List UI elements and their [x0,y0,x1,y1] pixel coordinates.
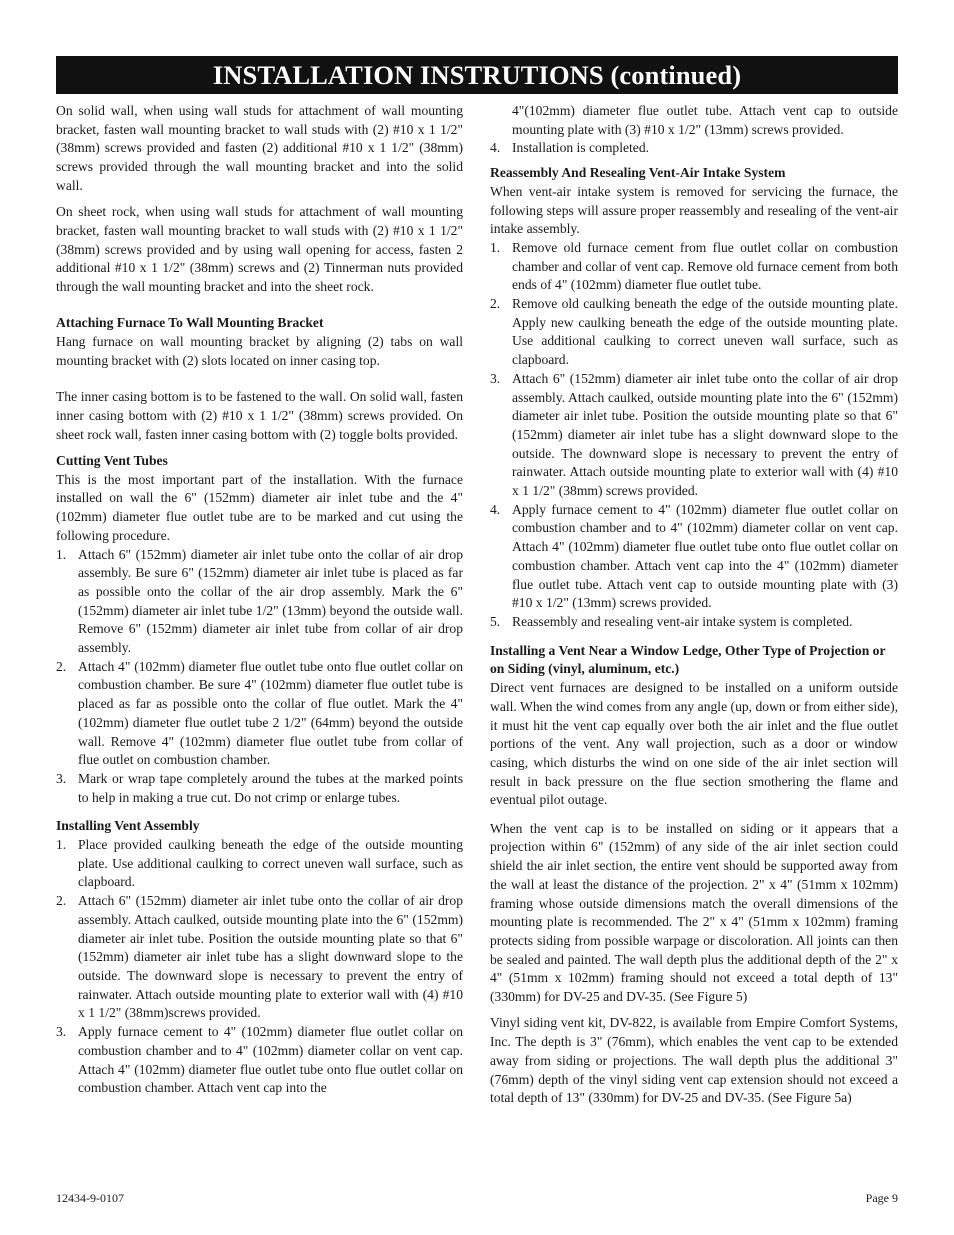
cutting-steps-list [56,546,463,808]
paragraph-reassembly-intro: When vent-air intake system is removed for servicing the furnace, the following steps will assure proper reassembly and resealing of the vent-air intake assembly. [490,183,898,237]
list-item: 1. Attach 6" (152mm) diameter air inlet tube onto the collar of air drop assembly. Be sure 6" (152mm) diameter air inlet tube is placed as far as possible onto the collar of the air drop assembly. Mark the 6" (152mm) diameter air inlet tube 1/2" (13mm) beyond the outside wall. Remove 6" (152mm) diameter air inlet tube from collar of air drop assembly. [56,546,463,656]
list-item: 4. Apply furnace cement to 4" (102mm) diameter flue outlet collar on combustion chamber and to 4" (102mm) diameter collar on vent cap. Attach 4" (102mm) diameter flue outlet tube onto flue outlet collar on combustion chamber. Attach vent cap into the 4" (102mm) diameter flue outlet tube. Attach vent cap to outside mounting plate with (3) #10 x 1/2" (13mm) screws provided. [490,501,898,611]
list-item: 3. Attach 6" (152mm) diameter air inlet tube onto the collar of air drop assembly. Attach caulked, outside mounting plate into the 6" (152mm) diameter air inlet tube. Position the outside mounting plate so that 6" (152mm) diameter air inlet tube has a slight downward slope to the outside. The downward slope is necessary to prevent the entry of rainwater. Attach outside mounting plate to exterior wall with (4) #10 x 1 1/2" (38mm) screws provided. [490,370,898,499]
heading-attaching-furnace: Attaching Furnace To Wall Mounting Bracket [56,315,324,331]
list-item: 2. Attach 4" (102mm) diameter flue outlet tube onto flue outlet collar on combustion chamber. Be sure 4" (102mm) diameter flue outlet tube is placed as far as possible onto the collar of flue outlet. Mark the 4" (102mm) diameter flue outlet tube 2 1/2" (64mm) beyond the outside wall. Remove 4" (102mm) diameter flue outlet tube from collar of flue outlet on combustion chamber. [56,658,463,768]
heading-reassembly: Reassembly And Resealing Vent-Air Intake System [490,165,786,181]
list-item: 4. Installation is completed. [490,140,650,156]
vent-steps-list [56,836,463,1098]
list-item: 3. Mark or wrap tape completely around the tubes at the marked points to help in making a true cut. Do not crimp or enlarge tubes. [56,770,463,805]
list-item: 3. Apply furnace cement to 4" (102mm) diameter flue outlet collar on combustion chamber and to 4" (102mm) diameter collar on vent cap. Attach 4" (102mm) diameter flue outlet tube onto flue outlet collar on combustion chamber. Attach vent cap into the [56,1024,463,1096]
heading-installing-vent: Installing Vent Assembly [56,818,200,834]
vent-steps-list-continued [490,139,898,158]
paragraph-sheet-rock: On sheet rock, when using wall studs for attachment of wall mounting bracket, fasten wall mounting bracket to wall studs with (2) #10 x 1 1/2" (38mm) screws provided and by using wall opening for access, fasten 2 additional #10 x 1 1/2" (38mm) screws and (2) Tinnerman nuts provided through the wall mounting bracket and into the sheet rock. [56,204,463,295]
heading-window-ledge: Installing a Vent Near a Window Ledge, Other Type of Projection or on Siding (vinyl, aluminum, etc.) [490,642,886,677]
continued-step-text: 4"(102mm) diameter flue outlet tube. Attach vent cap to outside mounting plate with (3) #10 x 1/2" (13mm) screws provided. [512,103,898,137]
page-number: Page 9 [865,1191,898,1205]
paragraph-hang-furnace: Hang furnace on wall mounting bracket by aligning (2) tabs on wall mounting bracket with (2) slots located on inner casing top. [56,334,463,368]
heading-cutting-vent-tubes: Cutting Vent Tubes [56,453,168,468]
list-item: 2. Remove old caulking beneath the edge of the outside mounting plate. Apply new caulking beneath the edge of the outside mounting plate. Use additional caulking to correct uneven wall surface, such as clapboard. [490,296,898,368]
paragraph-cutting-intro: This is the most important part of the installation. With the furnace installed on wall the 6" (152mm) diameter air inlet tube and the 4" (102mm) diameter flue outlet tube are to be marked and cut using the following procedure. [56,471,463,543]
page-title: INSTALLATION INSTRUTIONS (continued) [212,60,742,90]
paragraph-vinyl-kit: Vinyl siding vent kit, DV-822, is available from Empire Comfort Systems, Inc. The depth is 3" (76mm), which enables the vent cap to be extended away from siding or projections. The wall depth plus the additional 3" (76mm) depth of the vinyl siding vent cap extension should not exceed a total depth of 13" (330mm) for DV-25 and DV-35. (See Figure 5a) [490,1015,898,1106]
list-item: 1. Remove old furnace cement from flue outlet collar on combustion chamber and collar of vent cap. Remove old furnace cement from both ends of 4" (102mm) diameter flue outlet tube. [490,239,898,293]
list-item: 2. Attach 6" (152mm) diameter air inlet tube onto the collar of air drop assembly. Attach caulked, outside mounting plate into the 6" (152mm) diameter air inlet tube. Position the outside mounting plate so that 6" (152mm) diameter air inlet tube has a slight downward slope to the outside. The downward slope is necessary to prevent the entry of rainwater. Attach outside mounting plate to exterior wall with (4) #10 x 1 1/2" (38mm)screws provided. [56,893,463,1021]
paragraph-siding: When the vent cap is to be installed on siding or it appears that a projection within 6" (152mm) of any side of the air inlet section could shield the air inlet section, the entire vent should be supported away from the wall at least the distance of the projection. 2" x 4" (51mm x 102mm) framing whose outside dimensions match the overall dimensions of the mounting plate is recommended. The 2" x 4" (51mm x 102mm) framing protects siding from possible warpage or discoloration. All joints can then be sealed and painted. The wall depth plus the additional depth of the 2" x 4" (51mm x 102mm) framing should not exceed a total depth of 13" (330mm) for DV-25 and DV-35. (See Figure 5) [490,820,898,1005]
paragraph-solid-wall: On solid wall, when using wall studs for attachment of wall mounting bracket, fasten wall mounting bracket to wall studs with (2) #10 x 1 1/2" (38mm) screws provided and fasten (2) additional #10 x 1 1/2" (38mm) screws provided through the wall mounting bracket and into the solid wall. [56,103,463,193]
right-column [490,102,898,1116]
left-column [56,102,463,1104]
list-item: 5. Reassembly and resealing vent-air intake system is completed. [490,613,853,629]
paragraph-inner-casing: The inner casing bottom is to be fastened to the wall. On solid wall, fasten inner casing bottom with (2) #10 x 1 1/2" (38mm) screws provided. On sheet rock wall, fasten inner casing bottom with (2) toggle bolts provided. [56,389,463,442]
title-banner [56,56,898,94]
list-item: 1. Place provided caulking beneath the edge of the outside mounting plate. Use additional caulking to correct uneven wall surface, such as clapboard. [56,837,463,890]
document-number: 12434-9-0107 [56,1191,124,1205]
reassembly-steps-list [490,239,898,632]
paragraph-direct-vent: Direct vent furnaces are designed to be installed on a uniform outside wall. When the wind comes from any angle (up, down or from either side), it must hit the vent cap equally over both the air inlet and the flue outlet portions of the vent. Any wall projection, such as a door or window casing, which disturbs the wind on one side of the air inlet section will result in back pressure on the flue section smothering the flame and eventual pilot outage. [490,680,898,808]
